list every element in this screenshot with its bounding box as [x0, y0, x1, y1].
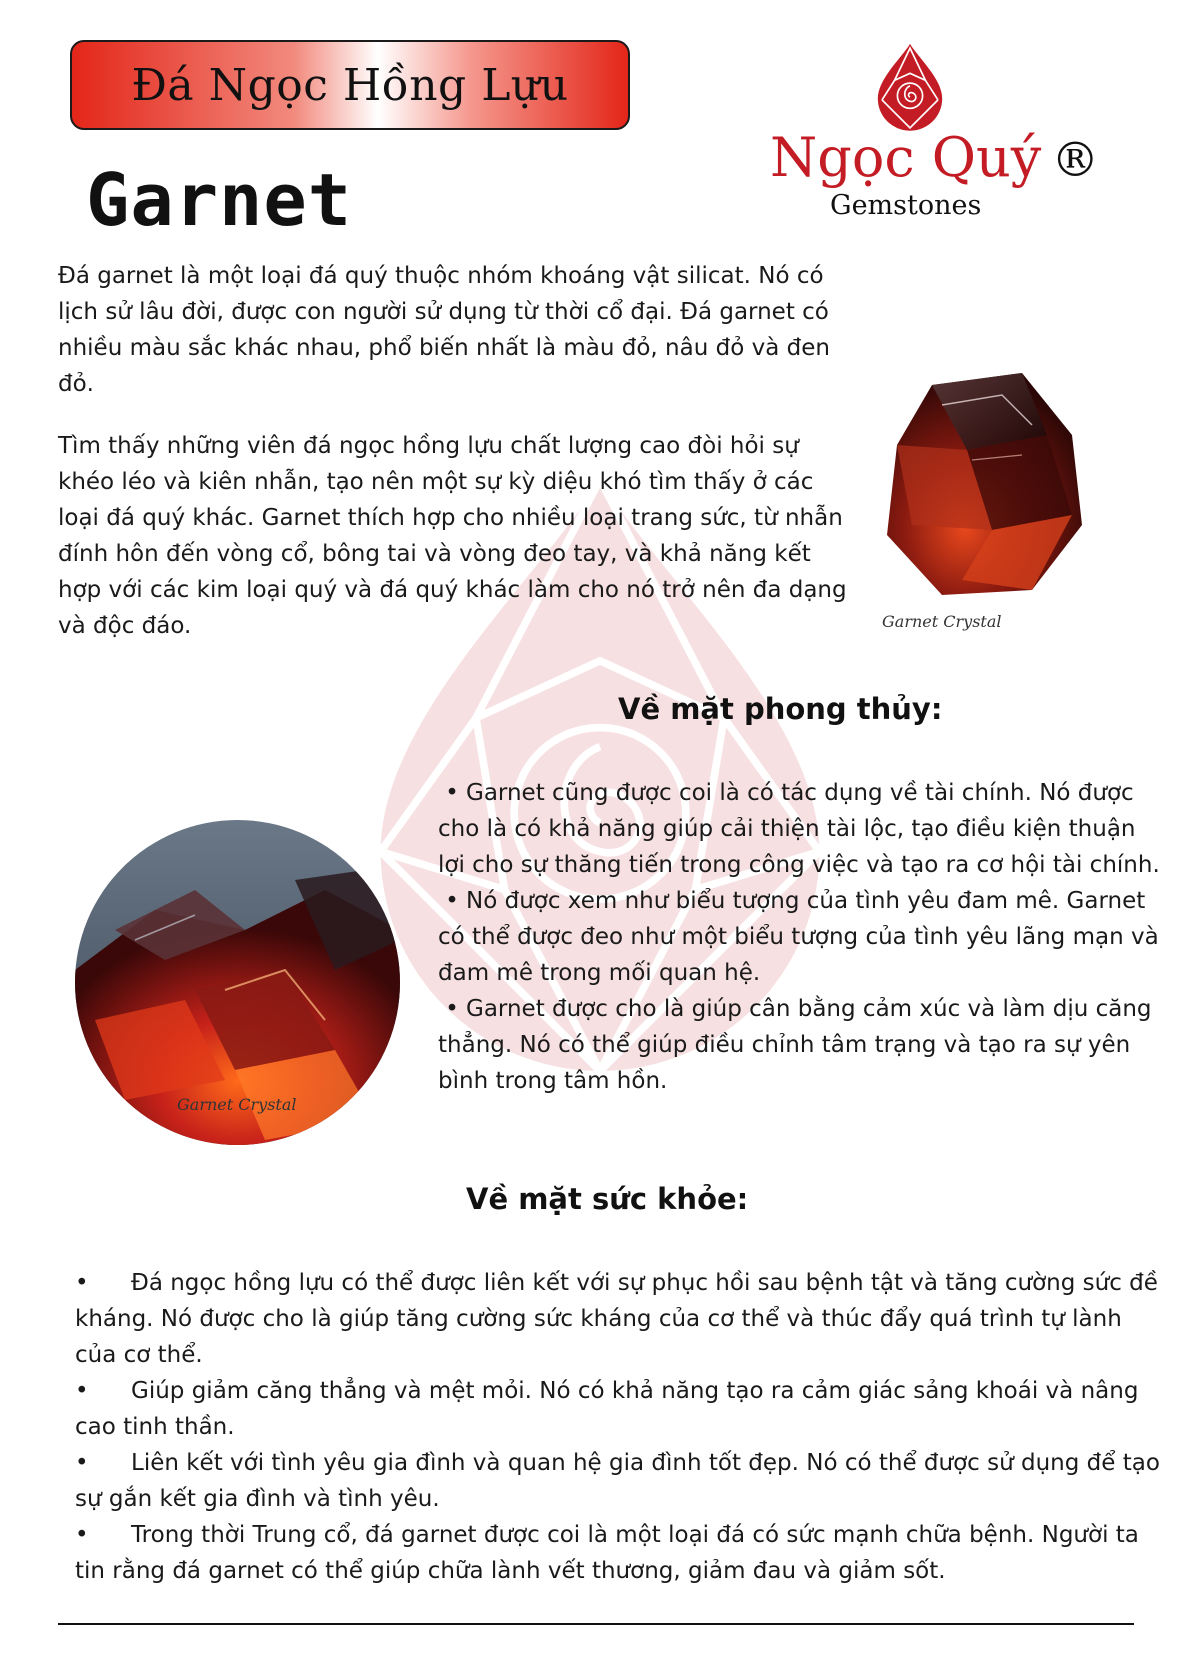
- feng-shui-item: • Garnet cũng được coi là có tác dụng về tài chính. Nó được cho là có khả năng giúp cải thiện tài lộc, tạo điều kiện thuận lợi cho sự thăng tiến trong công việc và tạo ra cơ hội tài chính.: [438, 775, 1168, 883]
- intro-paragraph-1: Đá garnet là một loại đá quý thuộc nhóm khoáng vật silicat. Nó có lịch sử lâu đời, được con người sử dụng từ thời cổ đại. Đá garnet có nhiều màu sắc khác nhau, phổ biến nhất là màu đỏ, nâu đỏ và đen đỏ.: [58, 263, 830, 397]
- health-item: • Trong thời Trung cổ, đá garnet được coi là một loại đá có sức mạnh chữa bệnh. Người ta tin rằng đá garnet có thể giúp chữa lành vết thương, giảm đau và giảm sốt.: [75, 1517, 1165, 1589]
- health-item: • Giúp giảm căng thẳng và mệt mỏi. Nó có khả năng tạo ra cảm giác sảng khoái và nâng cao tinh thần.: [75, 1373, 1165, 1445]
- brand-name: Ngọc Quý ®: [770, 126, 1100, 189]
- footer-divider: [58, 1623, 1134, 1625]
- feng-shui-item: • Nó được xem như biểu tượng của tình yêu đam mê. Garnet có thể được đeo như một biểu tượng của tình yêu lãng mạn và đam mê trong mối quan hệ.: [438, 883, 1168, 991]
- feng-shui-list: [438, 775, 1168, 1099]
- intro-paragraph-2: Tìm thấy những viên đá ngọc hồng lựu chất lượng cao đòi hỏi sự khéo léo và kiên nhẫn, tạo nên một sự kỳ diệu khó tìm thấy ở các loại đá quý khác. Garnet thích hợp cho nhiều loại trang sức, từ nhẫn đính hôn đến vòng cổ, bông tai và vòng đeo tay, và khả năng kết hợp với các kim loại quý và đá quý khác làm cho nó trở nên đa dạng và độc đáo.: [58, 433, 847, 639]
- brand-subtitle: Gemstones: [830, 190, 982, 221]
- registered-mark: ®: [1051, 132, 1100, 188]
- garnet-crystal-image-1: [872, 365, 1092, 615]
- feng-shui-heading: Về mặt phong thủy:: [618, 692, 943, 726]
- page-title: Garnet: [86, 158, 353, 242]
- health-item: • Đá ngọc hồng lựu có thể được liên kết với sự phục hồi sau bệnh tật và tăng cường sức đề kháng. Nó được cho là giúp tăng cường sức kháng của cơ thể và thúc đẩy quá trình tự lành của cơ thể.: [75, 1265, 1165, 1373]
- crystal-1-caption: Garnet Crystal: [882, 612, 1002, 631]
- feng-shui-item: • Garnet được cho là giúp cân bằng cảm xúc và làm dịu căng thẳng. Nó có thể giúp điều chỉnh tâm trạng và tạo ra sự yên bình trong tâm hồn.: [438, 991, 1168, 1099]
- banner-title: Đá Ngọc Hồng Lựu: [131, 59, 569, 111]
- health-heading: Về mặt sức khỏe:: [466, 1182, 749, 1216]
- brand-logo: [770, 38, 1100, 228]
- title-banner: [70, 40, 630, 130]
- health-item: • Liên kết với tình yêu gia đình và quan hệ gia đình tốt đẹp. Nó có thể được sử dụng để tạo sự gắn kết gia đình và tình yêu.: [75, 1445, 1165, 1517]
- crystal-2-caption: Garnet Crystal: [177, 1095, 297, 1114]
- gem-drop-logo-icon: [875, 38, 945, 138]
- health-list: [75, 1265, 1165, 1589]
